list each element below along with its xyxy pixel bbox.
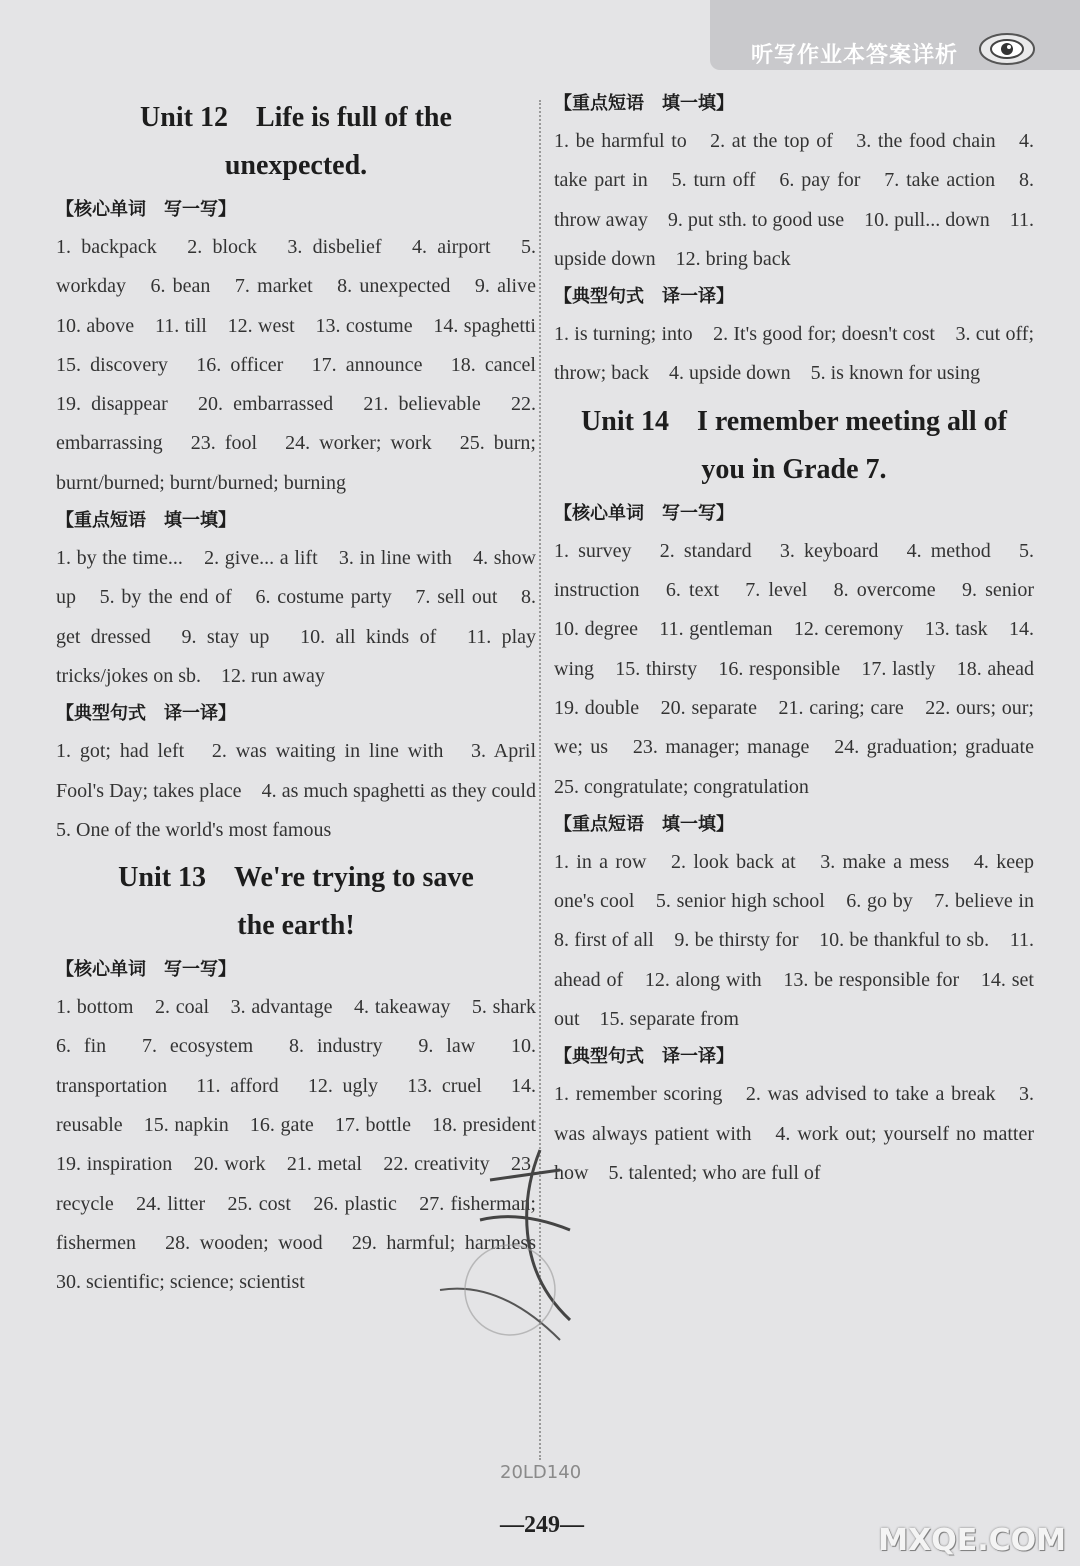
unit-14-title: Unit 14 I remember meeting all of you in Grade 7. bbox=[581, 405, 1007, 485]
unit-13-title: Unit 13 We're trying to save the earth! bbox=[118, 862, 474, 942]
unit12-sentences-answers: 1. got; had left 2. was waiting in line with 3. April Fool's Day; takes place 4. as much spaghetti as they could 5. One of the world's most famous bbox=[56, 740, 556, 841]
unit13-sentences-label: 【典型句式 译一译】 bbox=[554, 286, 734, 308]
unit14-sentences-label: 【典型句式 译一译】 bbox=[554, 1046, 734, 1068]
unit12-phrases-label: 【重点短语 填一填】 bbox=[56, 510, 236, 532]
unit14-core-words-label: 【核心单词 写一写】 bbox=[554, 502, 734, 524]
unit13-core-words-answers: 1. bottom 2. coal 3. advantage 4. takeaway 5. shark 6. fin 7. ecosystem 8. industry 9. law 10. transportation 11. afford 12. ugly 13. cruel 14. reusable 15. napkin 16. gate 17. bottle 18. president 19. inspiration 20. work 21. metal 22. creativity 23. recycle 24. litter 25. cost 26. plastic 27. fisherman; fishermen 28. wooden; wood 29. harmful; harmless 30. scientific; science; scientist bbox=[56, 996, 556, 1294]
left-column bbox=[56, 90, 556, 1303]
unit12-core-words-answers: 1. backpack 2. block 3. disbelief 4. airport 5. workday 6. bean 7. market 8. unexpected 9. alive 10. above 11. till 12. west 13. costume 14. spaghetti 15. discovery 16. officer 17. announce 18. cancel 19. disappear 20. embarrassed 21. believable 22. embarrassing 23. fool 24. worker; work 25. burn; burnt/burned; burnt/burned; burning bbox=[56, 236, 556, 494]
unit-12-title: Unit 12 Life is full of the unexpected. bbox=[140, 102, 452, 181]
unit14-phrases-label: 【重点短语 填一填】 bbox=[554, 813, 734, 835]
eye-logo-icon bbox=[978, 32, 1036, 66]
unit12-sentences-label: 【典型句式 译一译】 bbox=[56, 703, 236, 725]
unit14-phrases-answers: 1. in a row 2. look back at 3. make a mess 4. keep one's cool 5. senior high school 6. go by 7. believe in 8. first of all 9. be thirsty for 10. be thankful to sb. 11. ahead of 12. along with 13. be responsible for 14. set out 15. separate from bbox=[554, 850, 1054, 1031]
header-title: 听写作业本答案详析 bbox=[750, 43, 958, 68]
unit13-phrases-label: 【重点短语 填一填】 bbox=[554, 93, 734, 114]
unit13-sentences-answers: 1. is turning; into 2. It's good for; doesn't cost 3. cut off; throw; back 4. upside down 5. is known for using bbox=[554, 323, 1034, 385]
right-column bbox=[554, 86, 1054, 1193]
unit14-core-words-answers: 1. survey 2. standard 3. keyboard 4. method 5. instruction 6. text 7. level 8. overcome 9. senior 10. degree 11. gentleman 12. ceremony 13. task 14. wing 15. thirsty 16. responsible 17. lastly 18. ahead 19. double 20. separate 21. caring; care 22. ours; our; we; us 23. manager; manage 24. graduation; graduate 25. congratulate; congratulation bbox=[554, 539, 1054, 798]
unit12-phrases-answers: 1. by the time... 2. give... a lift 3. in line with 4. show up 5. by the end of 6. costume party 7. sell out 8. get dressed 9. stay up 10. all kinds of 11. play tricks/jokes on sb. 12. run away bbox=[56, 547, 536, 687]
site-watermark: MXQE.COM bbox=[878, 1523, 1066, 1558]
unit13-core-words-label: 【核心单词 写一写】 bbox=[56, 959, 236, 981]
unit12-core-words-label: 【核心单词 写一写】 bbox=[56, 199, 236, 220]
column-divider bbox=[539, 100, 541, 1460]
unit13-phrases-answers: 1. be harmful to 2. at the top of 3. the food chain 4. take part in 5. turn off 6. pay for 7. take action 8. throw away 9. put sth. to good use 10. pull... down 11. upside down 12. bring back bbox=[554, 130, 1034, 270]
page-number: —249— bbox=[500, 1512, 584, 1538]
book-code: 20LD140 bbox=[500, 1462, 582, 1483]
unit14-sentences-answers: 1. remember scoring 2. was advised to take a break 3. was always patient with 4. work out; yourself no matter how 5. talented; who are full of bbox=[554, 1083, 1034, 1184]
